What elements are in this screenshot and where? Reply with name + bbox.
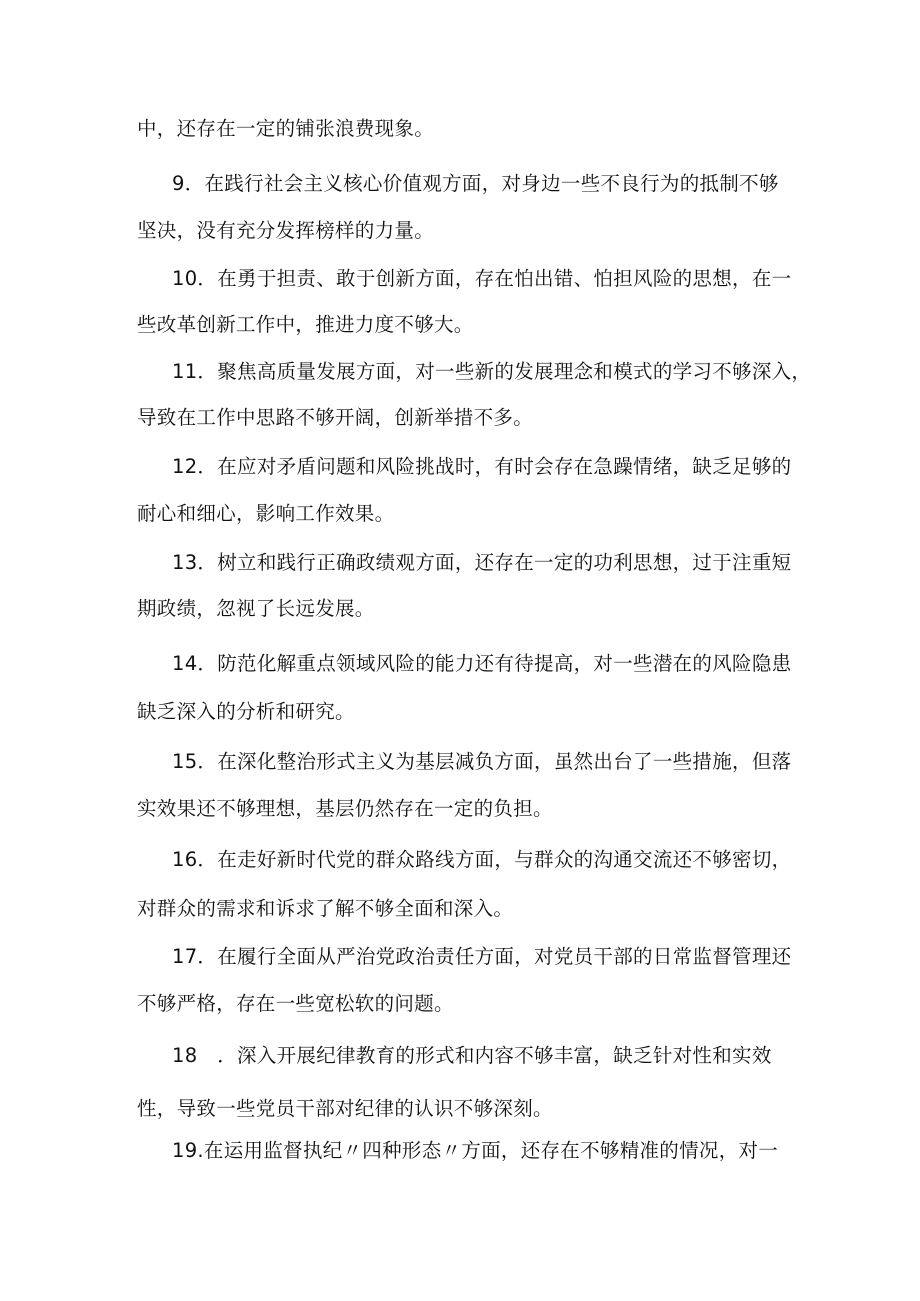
list-item-11-line-2: 导致在工作中思路不够开阔，创新举措不多。: [137, 406, 534, 429]
list-item-10-line-2: 些改革创新工作中，推进力度不够大。: [137, 313, 474, 336]
list-item-12-line-1: 12．在应对矛盾问题和风险挑战时，有时会存在急躁情绪，缺乏足够的: [172, 455, 792, 478]
list-item-17-line-1: 17．在履行全面从严治党政治责任方面，对党员干部的日常监督管理还: [172, 945, 792, 968]
list-item-18-line-2: 性，导致一些党员干部对纪律的认识不够深刻。: [137, 1097, 553, 1120]
list-item-16-line-1: 16．在走好新时代党的群众路线方面，与群众的沟通交流还不够密切，: [172, 848, 792, 871]
list-item-17-line-2: 不够严格，存在一些宽松软的问题。: [137, 992, 454, 1015]
list-item-12-line-2: 耐心和细心，影响工作效果。: [137, 502, 395, 525]
list-item-16-line-2: 对群众的需求和诉求了解不够全面和深入。: [137, 897, 514, 920]
list-item-15-line-1: 15．在深化整治形式主义为基层减负方面，虽然出台了一些措施，但落: [172, 750, 792, 773]
text-line: 中，还存在一定的铺张浪费现象。: [137, 117, 435, 140]
list-item-19-line-1: 19.在运用监督执纪〃四种形态〃方面，还存在不够精准的情况，对一: [172, 1139, 779, 1162]
list-item-11-line-1: 11．聚焦高质量发展方面，对一些新的发展理念和模式的学习不够深入，: [172, 360, 812, 383]
list-item-9-line-1: 9．在践行社会主义核心价值观方面，对身边一些不良行为的抵制不够: [172, 172, 779, 195]
list-item-10-line-1: 10．在勇于担责、敢于创新方面，存在怕出错、怕担风险的思想，在一: [172, 267, 792, 290]
list-item-14-line-2: 缺乏深入的分析和研究。: [137, 700, 355, 723]
list-item-18-line-1: 18 ．深入开展纪律教育的形式和内容不够丰富，缺乏针对性和实效: [172, 1044, 772, 1067]
list-item-13-line-2: 期政绩，忽视了长远发展。: [137, 597, 375, 620]
list-item-14-line-1: 14．防范化解重点领域风险的能力还有待提高，对一些潜在的风险隐患: [172, 652, 792, 675]
list-item-13-line-1: 13．树立和践行正确政绩观方面，还存在一定的功利思想，过于注重短: [172, 551, 792, 574]
list-item-15-line-2: 实效果还不够理想，基层仍然存在一定的负担。: [137, 797, 553, 820]
list-item-9-line-2: 坚决，没有充分发挥榜样的力量。: [137, 219, 435, 242]
